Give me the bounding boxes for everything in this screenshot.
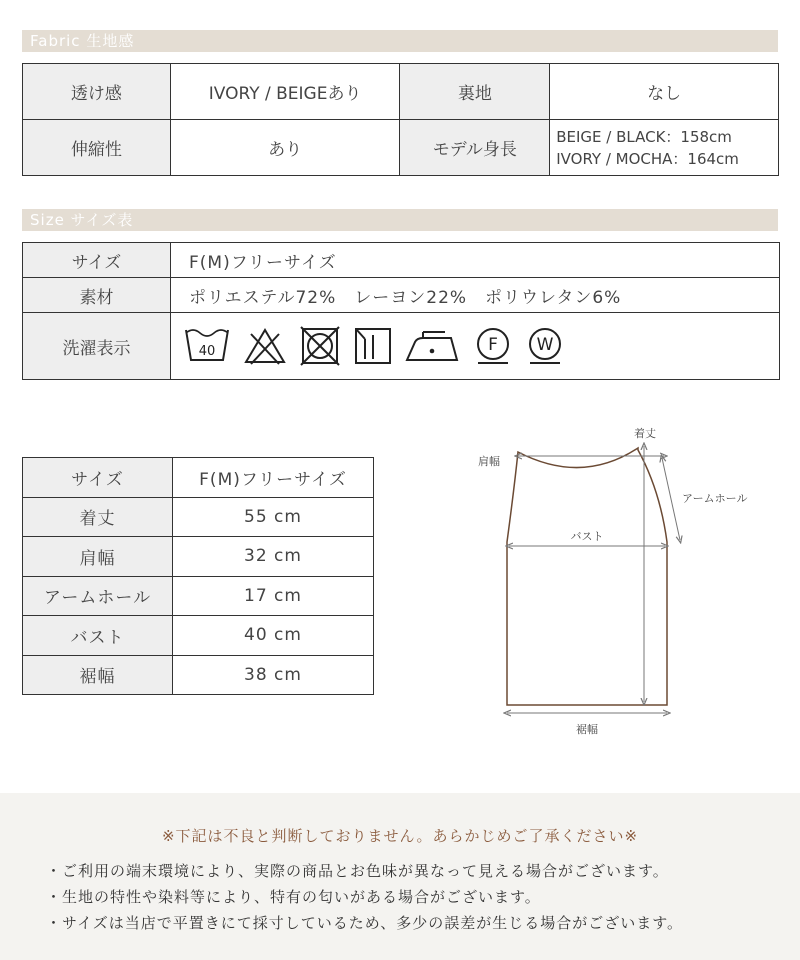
sheer-label: 透け感 (23, 64, 171, 120)
garment-diagram (470, 420, 790, 750)
iron-low-icon (405, 328, 461, 364)
fabric-table (22, 63, 779, 176)
table-row (23, 243, 780, 278)
wet-clean-letter: W (536, 335, 554, 355)
table-row (23, 537, 374, 577)
table-row (23, 313, 780, 380)
fabric-section-title: Fabric 生地感 (30, 32, 135, 50)
measure-header-size: サイズ (23, 458, 173, 498)
table-row (23, 64, 779, 120)
garment-outline (507, 448, 667, 705)
table-row (23, 120, 779, 176)
table-row (23, 576, 374, 616)
measure-value-length: 55 cm (173, 497, 374, 537)
notes-box (0, 793, 800, 960)
measure-header-value: F(M)フリーサイズ (173, 458, 374, 498)
size-section-header (22, 209, 778, 231)
stretch-value: あり (170, 120, 400, 176)
table-row (23, 458, 374, 498)
note-line: ・サイズは当店で平置きにて採寸しているため、多少の誤差が生じる場合がございます。 (46, 914, 684, 932)
line-dry-icon (353, 326, 393, 366)
model-height-label: モデル身長 (400, 120, 550, 176)
wash-40-icon (183, 324, 231, 368)
size-value: F(M)フリーサイズ (171, 243, 780, 278)
material-value: ポリエステル72% レーヨン22% ポリウレタン6% (171, 278, 780, 313)
diagram-armhole-label: アームホール (682, 492, 748, 505)
diagram-shoulder-label: 肩幅 (478, 455, 500, 468)
stretch-label: 伸縮性 (23, 120, 171, 176)
measure-value-shoulder: 32 cm (173, 537, 374, 577)
size-section-title: Size サイズ表 (30, 211, 134, 229)
measure-label-armhole: アームホール (23, 576, 173, 616)
wet-clean-w-icon (525, 326, 565, 366)
measure-label-length: 着丈 (23, 497, 173, 537)
diagram-length-label: 着丈 (634, 427, 656, 440)
measure-value-armhole: 17 cm (173, 576, 374, 616)
care-icons (171, 324, 779, 368)
table-row (23, 278, 780, 313)
no-bleach-icon (243, 326, 287, 366)
sheer-value: IVORY / BEIGEあり (170, 64, 400, 120)
measure-value-bust: 40 cm (173, 616, 374, 656)
dry-clean-letter: F (488, 335, 498, 355)
dry-clean-f-icon (473, 326, 513, 366)
model-height-line-2: IVORY / MOCHA：164cm (556, 149, 739, 168)
measure-label-shoulder: 肩幅 (23, 537, 173, 577)
table-row (23, 616, 374, 656)
wash-temp-label: 40 (198, 344, 216, 359)
table-row (23, 497, 374, 537)
no-tumble-dry-icon (299, 325, 341, 367)
care-icons-cell (171, 313, 780, 380)
care-label: 洗濯表示 (23, 313, 171, 380)
measure-label-bust: バスト (23, 616, 173, 656)
note-line: ・ご利用の端末環境により、実際の商品とお色味が異なって見える場合がございます。 (46, 862, 669, 880)
diagram-hem-label: 裾幅 (576, 723, 598, 736)
model-height-value (550, 120, 779, 176)
size-spec-table (22, 242, 780, 380)
measure-value-hem: 38 cm (173, 655, 374, 695)
size-label: サイズ (23, 243, 171, 278)
table-row (23, 655, 374, 695)
model-height-line-1: BEIGE / BLACK：158cm (556, 127, 732, 146)
material-label: 素材 (23, 278, 171, 313)
notes-title: ※下記は不良と判断しておりません。あらかじめご了承ください※ (161, 827, 639, 845)
measure-label-hem: 裾幅 (23, 655, 173, 695)
fabric-section-header (22, 30, 778, 52)
diagram-bust-label: バスト (570, 530, 604, 543)
lining-value: なし (550, 64, 779, 120)
measurement-table (22, 457, 374, 695)
note-line: ・生地の特性や染料等により、特有の匂いがある場合がございます。 (46, 888, 541, 906)
lining-label: 裏地 (400, 64, 550, 120)
